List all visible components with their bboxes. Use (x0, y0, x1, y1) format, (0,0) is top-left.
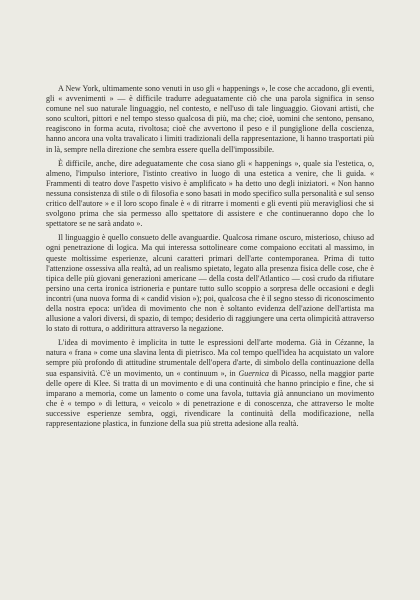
paragraph: Il linguaggio è quello consueto delle avanguardie. Qualcosa rimane oscuro, misterioso, chiuso ad ogni penetrazione di logica. Ma qui interessa sottolineare come compaiono eccitati al massimo, in queste moltissime esperienze, alcuni caratteri primari dell'arte contemporanea. Prima di tutto l'attenzione ossessiva alla realtà, ad un realismo spietato, legato alla presenza fisica delle cose, che è tipica delle più giovani generazioni americane — della costa dell'Atlantico — così crudo da rifiutare persino una certa ironica istrioneria e puntare tutto sullo scoppio a sorpresa delle occasioni e degli incontri (una nuova forma di « candid vision »); poi, qualcosa che è il segno stesso di riconoscimento della nostra epoca: un'idea di movimento che non è soltanto evidenza dell'azione dell'artista ma allusione a valori diversi, di spazio, di tempo; desiderio di raggiungere una certa olimpicità attraverso lo stato di rottura, o addirittura attraverso la negazione. (46, 233, 374, 334)
paragraph: L'idea di movimento è implicita in tutte le espressioni dell'arte moderna. Già in Cézanne, la natura « frana » come una slavina lenta di pietrisco. Ma col tempo quell'idea ha acquistato un valore sempre più profondo di attitudine strumentale dell'opera d'arte, di simbolo della continuazione della sua espansività. C'è un movimento, un « continuum », in Guernica di Picasso, nella maggior parte delle opere di Klee. Si tratta di un movimento e di una continuità che hanno principio e fine, che si imparano a memoria, come un lamento o come una favola, tuttavia già annunciano un movimento che è « tempo » di lettura, « veicolo » di penetrazione e di conoscenza, che attraverso le molte successive esperienze sembra, oggi, rivendicare la continuità della modificazione, nella rappresentazione plastica, in funzione della sua più stretta adesione alla realtà. (46, 338, 375, 428)
body-text (46, 84, 374, 429)
paragraph: A New York, ultimamente sono venuti in uso gli « happenings », le cose che accadono, gli eventi, gli « avvenimenti » — è difficile tradurre adeguatamente ciò che una parola significa in senso comune nel suo naturale linguaggio, nel contesto, e nell'uso di tale linguaggio. Giovani artisti, che sono scultori, pittori e nel tempo stesso qualcosa di più, ma che; cioè, uomini che sentono, pensano, reagiscono in forma acuta, rivoltosa; cioè che avvertono il peso e il pungiglione della coscienza, hanno ancora una volta travalicato i limiti tradizionali della rappresentazione, li hanno trasportati più in là, sempre nella direzione che sembra essere quella dell'impossibile. (46, 84, 374, 154)
paragraph: È difficile, anche, dire adeguatamente che cosa siano gli « happenings », quale sia l'estetica, o, almeno, l'impulso interiore, l'istinto creativo in luogo di una estetica a venire, che li guida. « Frammenti di teatro dove l'aspetto visivo è amplificato » ha detto uno degli iniziatori. « Non hanno nessuna consistenza di stile o di filosofia e sono basati in modo specifico sulla personalità e sul senso critico dell'autore » e il loro scopo finale è « di ritrarre i momenti e gli eventi più meravigliosi che si svolgono prima che sia permesso allo spettatore di assistere e che continueranno dopo che lo spettatore se ne sarà andato ». (46, 158, 374, 229)
